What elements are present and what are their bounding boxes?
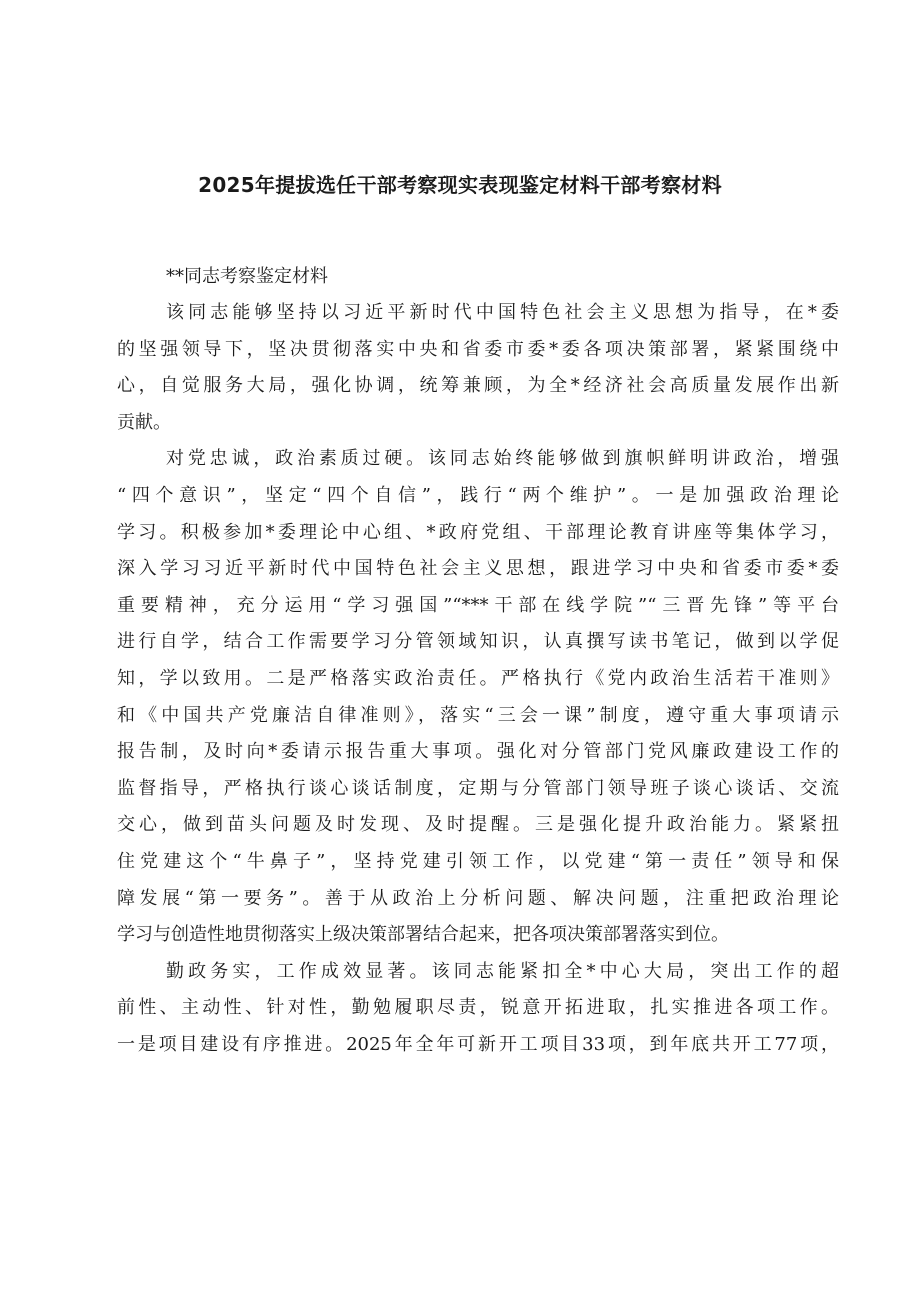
text-line: 勤政务实，工作成效显著。该同志能紧扣全*中心大局，突出工作的超 bbox=[166, 960, 839, 982]
text-line: 监督指导，严格执行谈心谈话制度，定期与分管部门领导班子谈心谈话、交流 bbox=[117, 777, 839, 799]
text-line: 的坚强领导下，坚决贯彻落实中央和省委市委*委各项决策部署，紧紧围绕中 bbox=[117, 338, 839, 360]
text-line: 前性、主动性、针对性，勤勉履职尽责，锐意开拓进取，扎实推进各项工作。 bbox=[117, 997, 839, 1019]
text-line: “四个意识”，坚定“四个自信”，践行“两个维护”。一是加强政治理论 bbox=[117, 484, 839, 506]
text-line: 对党忠诚，政治素质过硬。该同志始终能够做到旗帜鲜明讲政治，增强 bbox=[166, 448, 839, 470]
text-line: 障发展“第一要务”。善于从政治上分析问题、解决问题，注重把政治理论 bbox=[117, 887, 839, 909]
text-line: 交心，做到苗头问题及时发现、及时提醒。三是强化提升政治能力。紧紧扭 bbox=[117, 814, 839, 836]
paragraph-political-loyalty bbox=[117, 441, 839, 953]
text-line: 心，自觉服务大局，强化协调，统筹兼顾，为全*经济社会高质量发展作出新 bbox=[117, 375, 839, 397]
text-line: 和《中国共产党廉洁自律准则》，落实“三会一课”制度，遵守重大事项请示 bbox=[117, 704, 839, 726]
paragraph-work-performance bbox=[117, 954, 839, 1064]
text-line: 深入学习习近平新时代中国特色社会主义思想，跟进学习中央和省委市委*委 bbox=[117, 558, 839, 580]
text-line: 进行自学，结合工作需要学习分管领域知识，认真撰写读书笔记，做到以学促 bbox=[117, 631, 839, 653]
paragraph-intro bbox=[117, 295, 839, 441]
text-line: 住党建这个“牛鼻子”，坚持党建引领工作，以党建“第一责任”领导和保 bbox=[117, 850, 839, 872]
text-line: 知，学以致用。二是严格落实政治责任。严格执行《党内政治生活若干准则》 bbox=[117, 667, 839, 689]
text-line: 该同志能够坚持以习近平新时代中国特色社会主义思想为指导，在*委 bbox=[166, 302, 839, 323]
text-line: 一是项目建设有序推进。2025年全年可新开工项目33项，到年底共开工77项， bbox=[117, 1033, 839, 1055]
section-subheading: **同志考察鉴定材料 bbox=[166, 266, 328, 287]
text-line: 学习与创造性地贯彻落实上级决策部署结合起来，把各项决策部署落实到位。 bbox=[117, 924, 729, 946]
document-body bbox=[117, 259, 839, 1063]
text-line: 贡献。 bbox=[117, 411, 171, 433]
text-line: 报告制，及时向*委请示报告重大事项。强化对分管部门党风廉政建设工作的 bbox=[117, 741, 839, 763]
document-title: 2025年提拔选任干部考察现实表现鉴定材料干部考察材料 bbox=[198, 173, 722, 197]
text-line: 学习。积极参加*委理论中心组、*政府党组、干部理论教育讲座等集体学习， bbox=[117, 521, 839, 543]
text-line: 重要精神，充分运用“学习强国”“***干部在线学院”“三晋先锋”等平台 bbox=[117, 594, 839, 616]
